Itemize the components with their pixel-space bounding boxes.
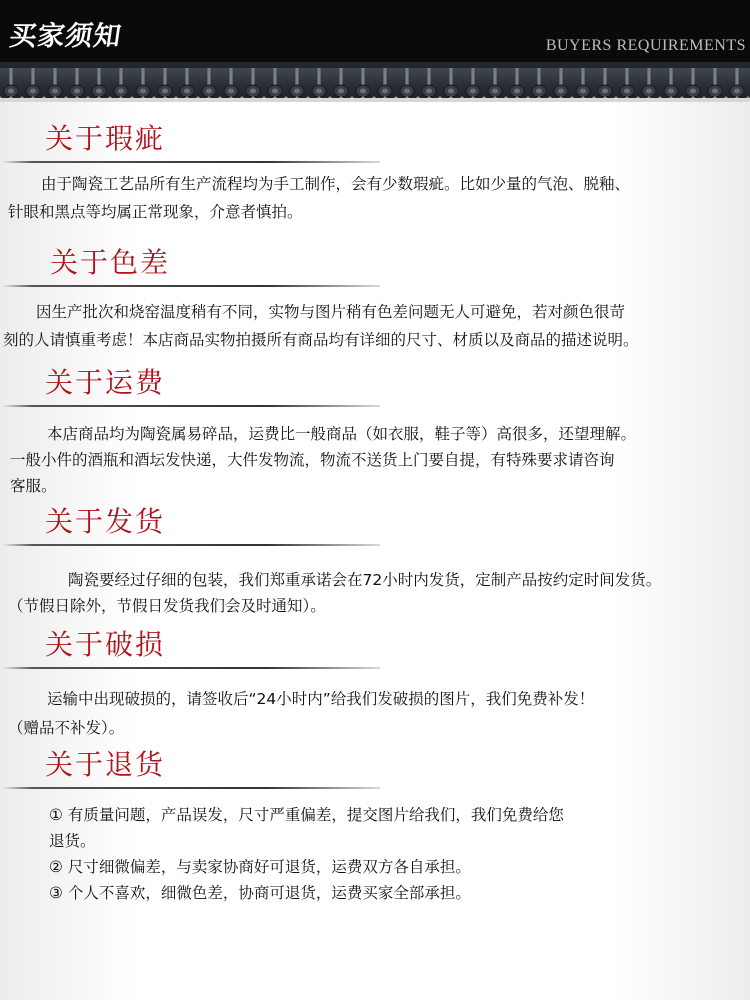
section-title-defects: 关于瑕疵 xyxy=(45,122,166,155)
header-subtitle: BUYERS REQUIREMENTS xyxy=(545,37,746,54)
section-divider xyxy=(2,787,380,789)
delivery-text-line-2: （节假日除外，节假日发货我们会及时通知）。 xyxy=(8,597,326,615)
defects-text-line-1: 由于陶瓷工艺品所有生产流程均为手工制作，会有少数瑕疵。比如少量的气泡、脱釉、 xyxy=(41,175,631,193)
roof-tile-decoration xyxy=(0,62,750,102)
section-title-returns: 关于退货 xyxy=(45,748,166,781)
section-divider xyxy=(2,285,380,287)
color-text-line-2: 刻的人请慎重考虑！本店商品实物拍摄所有商品均有详细的尺寸、材质以及商品的描述说明。 xyxy=(3,331,639,349)
section-title-shipping-fee: 关于运费 xyxy=(45,366,166,399)
color-text-line-1: 因生产批次和烧窑温度稍有不同，实物与图片稍有色差问题无人可避免，若对颜色很苛 xyxy=(36,303,626,321)
returns-item-1-line-1: ① 有质量问题，产品误发，尺寸严重偏差，提交图片给我们，我们免费给您 xyxy=(49,806,564,824)
returns-item-2: ② 尺寸细微偏差，与卖家协商好可退货，运费双方各自承担。 xyxy=(49,858,471,876)
delivery-text-line-1: 陶瓷要经过仔细的包装，我们郑重承诺会在72小时内发货，定制产品按约定时间发货。 xyxy=(68,571,662,589)
section-title-damage: 关于破损 xyxy=(45,628,166,661)
shipping-fee-text-line-1: 本店商品均为陶瓷属易碎品，运费比一般商品（如衣服，鞋子等）高很多，还望理解。 xyxy=(47,425,637,443)
header-title: 买家须知 xyxy=(7,21,124,52)
returns-item-3: ③ 个人不喜欢，细微色差，协商可退货，运费买家全部承担。 xyxy=(49,884,471,902)
section-divider xyxy=(2,544,380,546)
section-divider xyxy=(2,405,380,407)
section-title-color-difference: 关于色差 xyxy=(50,246,171,279)
damage-text-line-2: （赠品不补发）。 xyxy=(8,719,125,737)
section-divider xyxy=(2,161,380,163)
shipping-fee-text-line-2: 一般小件的酒瓶和酒坛发快递，大件发物流，物流不送货上门要自提，有特殊要求请咨询 xyxy=(10,451,615,469)
section-title-delivery: 关于发货 xyxy=(45,505,166,538)
damage-text-line-1: 运输中出现破损的，请签收后“24小时内”给我们发破损的图片，我们免费补发！ xyxy=(47,690,595,708)
section-divider xyxy=(2,667,380,669)
returns-item-1-line-2: 退货。 xyxy=(49,832,96,850)
shipping-fee-text-line-3: 客服。 xyxy=(10,477,57,495)
defects-text-line-2: 针眼和黑点等均属正常现象，介意者慎拍。 xyxy=(8,203,303,221)
page-header xyxy=(0,0,750,62)
